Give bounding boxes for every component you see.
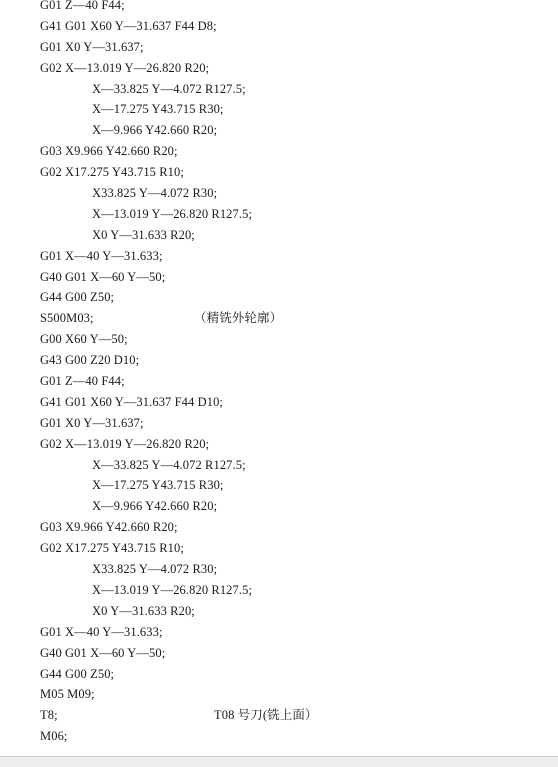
code-line [0, 16, 558, 37]
code-line [0, 726, 558, 747]
code-text: G01 X0 Y—31.637; [40, 39, 144, 54]
code-line [0, 601, 558, 622]
code-line [0, 183, 558, 204]
code-line [0, 392, 558, 413]
code-text: X33.825 Y—4.072 R30; [92, 562, 218, 577]
code-line [0, 434, 558, 455]
code-text: G03 X9.966 Y42.660 R20; [40, 144, 178, 159]
code-text: X—9.966 Y42.660 R20; [92, 123, 218, 138]
code-line [0, 162, 558, 183]
code-line [0, 99, 558, 120]
code-text: X—13.019 Y—26.820 R127.5; [92, 206, 253, 221]
code-text: X—33.825 Y—4.072 R127.5; [92, 81, 246, 96]
code-line [0, 371, 558, 392]
code-text: G02 X—13.019 Y—26.820 R20; [40, 436, 210, 451]
code-text: G44 G00 Z50; [40, 290, 115, 305]
code-line [0, 204, 558, 225]
code-text: G02 X—13.019 Y—26.820 R20; [40, 60, 210, 75]
code-text: X—17.275 Y43.715 R30; [92, 102, 224, 117]
code-text: G41 G01 X60 Y—31.637 F44 D8; [40, 18, 217, 33]
code-text: X0 Y—31.633 R20; [92, 227, 195, 242]
code-line [0, 538, 558, 559]
code-text: G01 Z—40 F44; [40, 0, 125, 12]
code-line [0, 267, 558, 288]
code-text: X0 Y—31.633 R20; [92, 603, 195, 618]
code-line [0, 246, 558, 267]
code-line [0, 643, 558, 664]
code-text: X—33.825 Y—4.072 R127.5; [92, 457, 246, 472]
code-line [0, 622, 558, 643]
code-text: G02 X17.275 Y43.715 R10; [40, 165, 184, 180]
code-text: X—9.966 Y42.660 R20; [92, 499, 218, 514]
code-text: M05 M09; [40, 687, 95, 702]
code-text: X—13.019 Y—26.820 R127.5; [92, 582, 253, 597]
code-text: G01 X0 Y—31.637; [40, 415, 144, 430]
code-text: G01 X—40 Y—31.633; [40, 624, 163, 639]
page-bottom-edge [0, 756, 558, 767]
code-line [0, 141, 558, 162]
code-line [0, 225, 558, 246]
code-comment: （精铣外轮廓） [194, 311, 283, 326]
code-line [0, 517, 558, 538]
code-line [0, 58, 558, 79]
code-line [0, 329, 558, 350]
code-line [0, 580, 558, 601]
code-line [0, 559, 558, 580]
code-line [0, 664, 558, 685]
code-line [0, 684, 558, 705]
code-text: G44 G00 Z50; [40, 666, 115, 681]
code-line [0, 413, 558, 434]
code-text: G01 Z—40 F44; [40, 374, 125, 389]
code-text: X33.825 Y—4.072 R30; [92, 186, 218, 201]
code-text: G40 G01 X—60 Y—50; [40, 269, 166, 284]
code-line [0, 496, 558, 517]
code-text: S500M03; [40, 311, 94, 326]
code-line [0, 287, 558, 308]
code-line [0, 37, 558, 58]
code-text: G41 G01 X60 Y—31.637 F44 D10; [40, 394, 223, 409]
code-text: X—17.275 Y43.715 R30; [92, 478, 224, 493]
code-text: M06; [40, 729, 68, 744]
code-line [0, 455, 558, 476]
code-text: G01 X—40 Y—31.633; [40, 248, 163, 263]
code-text: G40 G01 X—60 Y—50; [40, 645, 166, 660]
code-text: G00 X60 Y—50; [40, 332, 128, 347]
code-line [0, 0, 558, 16]
code-line [0, 475, 558, 496]
code-line [0, 350, 558, 371]
code-line [0, 79, 558, 100]
code-text: G03 X9.966 Y42.660 R20; [40, 520, 178, 535]
code-line [0, 308, 558, 329]
code-text: G02 X17.275 Y43.715 R10; [40, 541, 184, 556]
code-line [0, 705, 558, 726]
code-text: T8; [40, 708, 58, 723]
code-comment: T08 号刀(铣上面） [214, 708, 318, 723]
code-line [0, 120, 558, 141]
code-text: G43 G00 Z20 D10; [40, 353, 140, 368]
